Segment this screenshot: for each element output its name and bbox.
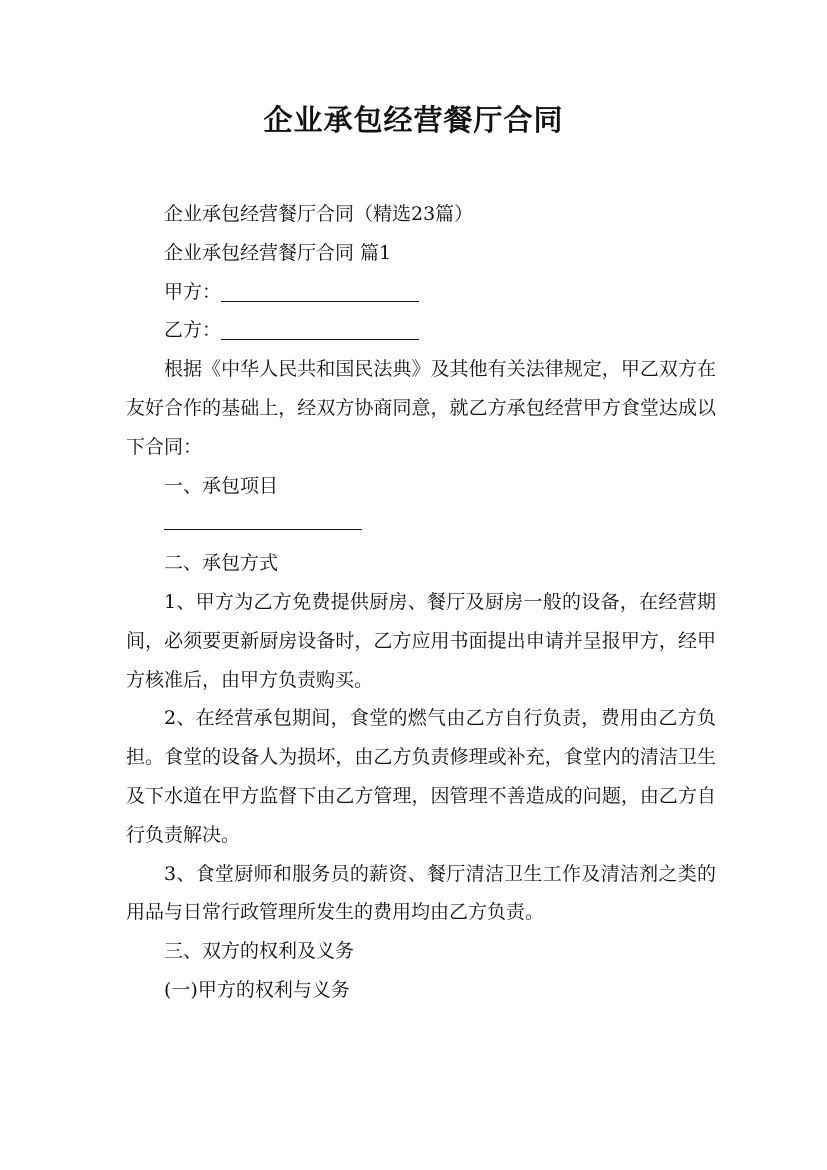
- party-b-line: [126, 311, 716, 350]
- clause-1: 1、甲方为乙方免费提供厨房、餐厅及厨房一般的设备，在经营期间，必须要更新厨房设备时，乙方应用书面提出申请并呈报甲方，经甲方核准后，由甲方负责购买。: [126, 590, 716, 691]
- part-heading: 企业承包经营餐厅合同 篇1: [164, 241, 392, 264]
- document-body: [126, 195, 716, 1010]
- party-a-line: [126, 273, 716, 312]
- party-a-label: 甲方：: [164, 280, 222, 303]
- document-title: 企业承包经营餐厅合同: [263, 103, 564, 137]
- clause-2: 2、在经营承包期间，食堂的燃气由乙方自行负责，费用由乙方负担。食堂的设备人为损坏，由乙方负责修理或补充，食堂内的清洁卫生及下水道在甲方监督下由乙方管理，因管理不善造成的问题，由乙方自行负责解决。: [126, 707, 716, 846]
- clause-3: 3、食堂厨师和服务员的薪资、餐厅清洁卫生工作及清洁剂之类的用品与日常行政管理所发生的费用均由乙方负责。: [126, 862, 716, 924]
- project-blank: [164, 505, 362, 530]
- subsection1-title: (一)甲方的权利与义务: [164, 978, 350, 1001]
- party-a-blank: [221, 281, 419, 302]
- document-subtitle: 企业承包经营餐厅合同（精选23篇）: [164, 203, 474, 225]
- project-blank-line: [126, 505, 716, 544]
- intro-paragraph: 根据《中华人民共和国民法典》及其他有关法律规定，甲乙双方在友好合作的基础上，经双方协商同意，就乙方承包经营甲方食堂达成以下合同：: [126, 358, 716, 458]
- section2-title: 二、承包方式: [164, 552, 279, 575]
- section3-title: 三、双方的权利及义务: [164, 940, 355, 963]
- party-b-label: 乙方：: [164, 319, 222, 342]
- section1-title: 一、承包项目: [164, 474, 279, 497]
- party-b-blank: [221, 319, 419, 340]
